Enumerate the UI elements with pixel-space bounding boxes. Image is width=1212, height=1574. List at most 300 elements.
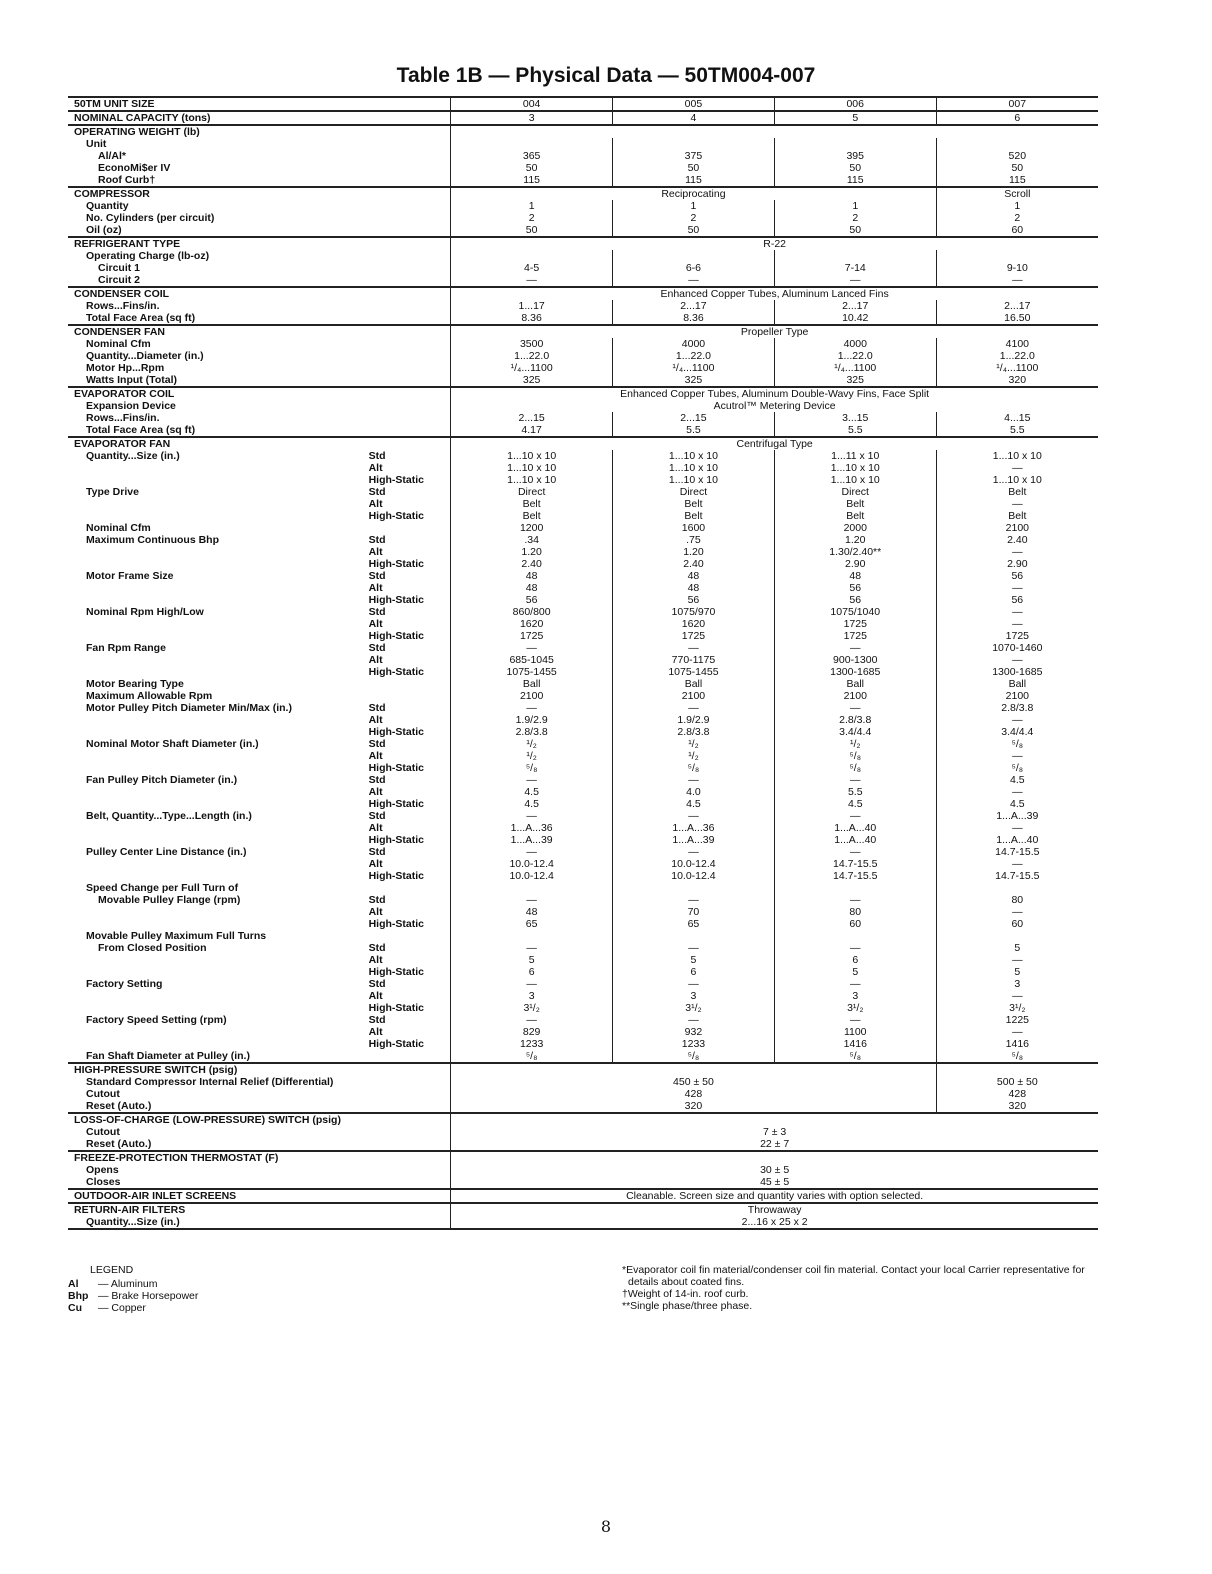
value-cell: — 80 60 [774, 882, 936, 930]
value-cell: — 5 6 [613, 930, 775, 978]
legend [68, 1264, 198, 1314]
value-cell: — 10.0-12.4 10.0-12.4 [451, 846, 613, 882]
table-row [68, 702, 1098, 738]
table-row [68, 374, 1098, 387]
value-cell: — 1100 1416 [774, 1014, 936, 1050]
value-cell: — 10.0-12.4 10.0-12.4 [613, 846, 775, 882]
table-row [68, 678, 1098, 690]
value-cell [936, 1063, 1098, 1076]
value-cell: ¹/₄...1100 [936, 362, 1098, 374]
value-cell: 50 [613, 224, 775, 237]
value-cell: 428 [936, 1088, 1098, 1100]
row-sublabels [369, 690, 451, 702]
value-cell: ¹/₄...1100 [774, 362, 936, 374]
row-sublabels: Std Alt High-Static [368, 1014, 424, 1050]
table-row [68, 300, 1098, 312]
row-sublabels: Std Alt High-Static [368, 534, 424, 570]
row-label: Belt, Quantity...Type...Length (in.) [86, 810, 252, 822]
spanned-value: 22 ± 7 [451, 1138, 1098, 1151]
value-cell: ⁵/₈ [936, 1050, 1098, 1063]
row-label: Type Drive [86, 486, 139, 498]
value-cell: .34 1.20 2.40 [451, 534, 613, 570]
table-row [68, 606, 1098, 642]
value-cell: 7-14 [774, 262, 936, 274]
spanned-value: Throwaway [451, 1203, 1098, 1216]
row-label: Closes [86, 1176, 121, 1188]
value-cell: 1...22.0 [774, 350, 936, 362]
row-label: FREEZE-PROTECTION THERMOSTAT (F) [68, 1151, 451, 1164]
row-sublabels: Std Alt High-Static [368, 774, 424, 810]
table-row [68, 1076, 1098, 1088]
row-label: Circuit 1 [98, 262, 141, 274]
row-label: Rows...Fins/in. [86, 412, 160, 424]
table-row [68, 150, 1098, 162]
table-row [68, 1126, 1098, 1138]
value-cell: 4.17 [451, 424, 613, 437]
value-cell: — 4.0 4.5 [613, 774, 775, 810]
value-cell: 500 ± 50 [936, 1076, 1098, 1088]
spanned-value: Propeller Type [451, 325, 1098, 338]
table-row [68, 1189, 1098, 1203]
legend-item: Bhp — Brake Horsepower [68, 1290, 199, 1302]
value-cell: 3...15 [774, 412, 936, 424]
value-cell: 5.5 [613, 424, 775, 437]
value-cell: 428 [451, 1088, 936, 1100]
table-row [68, 400, 1098, 412]
value-cell: 2000 [774, 522, 936, 534]
value-cell [613, 250, 775, 262]
row-sublabels [369, 678, 451, 690]
row-label: Rows...Fins/in. [86, 300, 160, 312]
table-row [68, 522, 1098, 534]
value-cell: — 900-1300 1300-1685 [774, 642, 936, 678]
spanned-value: R-22 [451, 237, 1098, 250]
value-cell: — 5.5 4.5 [774, 774, 936, 810]
value-cell: — 685-1045 1075-1455 [451, 642, 613, 678]
compressor-type: Reciprocating [451, 187, 936, 200]
value-cell: 860/800 1620 1725 [451, 606, 613, 642]
row-label: Fan Rpm Range [86, 642, 166, 654]
value-cell: 1...A...39 — 1...A...40 [936, 810, 1098, 846]
value-cell: 1...22.0 [613, 350, 775, 362]
page-number: 8 [600, 1517, 612, 1536]
row-sublabels: Std Alt High-Static [368, 642, 424, 678]
row-label: Factory Speed Setting (rpm) [86, 1014, 227, 1026]
table-row [68, 1113, 1098, 1126]
page-title: Table 1B — Physical Data — 50TM004-007 [396, 64, 816, 87]
table-row [68, 882, 1098, 930]
table-row [68, 200, 1098, 212]
table-row [68, 570, 1098, 606]
value-cell: 2100 [613, 690, 775, 702]
value-cell: ¹/₄...1100 [451, 362, 613, 374]
row-label: Nominal Motor Shaft Diameter (in.) [86, 738, 259, 750]
compressor-type: Scroll [936, 187, 1098, 200]
value-cell: — 4.5 4.5 [451, 774, 613, 810]
legend-item: Al — Aluminum [68, 1278, 158, 1290]
value-cell: ⁵/₈ [774, 1050, 936, 1063]
row-label: Unit [86, 138, 107, 150]
row-label: Pulley Center Line Distance (in.) [86, 846, 247, 858]
value-cell: 115 [774, 174, 936, 187]
value-cell: Direct Belt Belt [613, 486, 775, 522]
value-cell [613, 138, 775, 150]
table-row [68, 287, 1098, 300]
spanned-value [451, 125, 1098, 138]
table-row [68, 237, 1098, 250]
spanned-value: 45 ± 5 [451, 1176, 1098, 1189]
value-cell: 1...22.0 [451, 350, 613, 362]
legend-item: Cu — Copper [68, 1302, 146, 1314]
spanned-value: Cleanable. Screen size and quantity varies with option selected. [451, 1189, 1098, 1203]
row-sublabels: Std Alt High-Static [368, 486, 424, 522]
table-row [68, 350, 1098, 362]
value-cell: 48 48 56 [613, 570, 775, 606]
row-label: Nominal Rpm High/Low [86, 606, 204, 618]
value-cell: — 70 65 [613, 882, 775, 930]
table-row [68, 690, 1098, 702]
value-cell: ⁵/₈ — ⁵/₈ [936, 738, 1098, 774]
row-label: Cutout [86, 1126, 120, 1138]
value-cell [936, 138, 1098, 150]
value-cell: 1225 — 1416 [936, 1014, 1098, 1050]
value-cell: ¹/₄...1100 [613, 362, 775, 374]
row-label: Quantity...Size (in.) [68, 1216, 451, 1229]
value-cell: 325 [774, 374, 936, 387]
value-cell: 2...17 [936, 300, 1098, 312]
row-label: Speed Change per Full Turn of Movable Pulley Flange (rpm) [86, 882, 241, 906]
value-cell: 80 — 60 [936, 882, 1098, 930]
row-label: Reset (Auto.) [86, 1138, 152, 1150]
value-cell: .75 1.20 2.40 [613, 534, 775, 570]
value-cell: — 3 3¹/₂ [613, 978, 775, 1014]
value-cell: 2 [774, 212, 936, 224]
value-cell: — 3 3¹/₂ [774, 978, 936, 1014]
table-row [68, 224, 1098, 237]
value-cell: 9-10 [936, 262, 1098, 274]
value-cell [451, 138, 613, 150]
row-label: OPERATING WEIGHT (lb) [68, 125, 451, 138]
row-label: 50TM UNIT SIZE [68, 97, 451, 111]
row-label: EVAPORATOR COIL [68, 387, 451, 400]
table-row [68, 1014, 1098, 1050]
value-cell: 2 [936, 212, 1098, 224]
spanned-value: 30 ± 5 [451, 1164, 1098, 1176]
value-cell: — [774, 274, 936, 287]
row-label: Movable Pulley Maximum Full Turns From Closed Position [86, 930, 267, 954]
spanned-value [451, 1113, 1098, 1126]
table-row [68, 1063, 1098, 1076]
value-cell: 4.5 — 4.5 [936, 774, 1098, 810]
value-cell: 4100 [936, 338, 1098, 350]
spanned-value: Enhanced Copper Tubes, Aluminum Lanced Fins [451, 287, 1098, 300]
table-row [68, 187, 1098, 200]
spanned-value [451, 1151, 1098, 1164]
value-cell [451, 250, 613, 262]
value-cell: 2100 [774, 690, 936, 702]
value-cell: 4...15 [936, 412, 1098, 424]
row-label: RETURN-AIR FILTERS [68, 1203, 451, 1216]
value-cell: 16.50 [936, 312, 1098, 325]
value-cell: Direct Belt Belt [451, 486, 613, 522]
value-cell: 4000 [613, 338, 775, 350]
table-row [68, 312, 1098, 325]
spanned-value: 7 ± 3 [451, 1126, 1098, 1138]
table-row [68, 978, 1098, 1014]
table-row [68, 642, 1098, 678]
value-cell: — [936, 274, 1098, 287]
value-cell: — 1...A...36 1...A...39 [451, 810, 613, 846]
value-cell: 4-5 [451, 262, 613, 274]
row-label: Watts Input (Total) [86, 374, 177, 386]
row-label: Total Face Area (sq ft) [86, 424, 196, 436]
value-cell: Belt — Belt [936, 486, 1098, 522]
value-cell: 50 [774, 224, 936, 237]
footnote: *Evaporator coil fin material/condenser coil fin material. Contact your local Carrier representative for details about coated fins. [622, 1264, 1085, 1288]
table-row [68, 97, 1098, 111]
row-label: Fan Shaft Diameter at Pulley (in.) [86, 1050, 250, 1062]
value-cell: — 1.9/2.9 2.8/3.8 [451, 702, 613, 738]
value-cell: — 770-1175 1075-1455 [613, 642, 775, 678]
row-label: Standard Compressor Internal Relief (Differential) [86, 1076, 334, 1088]
value-cell: 6 [936, 111, 1098, 125]
value-cell: Ball [774, 678, 936, 690]
row-label: Motor Bearing Type [86, 678, 184, 690]
table-row [68, 174, 1098, 187]
value-cell: 375 [613, 150, 775, 162]
table-row [68, 325, 1098, 338]
value-cell: 005 [613, 97, 775, 111]
row-label: Factory Setting [86, 978, 163, 990]
value-cell: 2 [613, 212, 775, 224]
row-label: Nominal Cfm [86, 338, 151, 350]
table-row [68, 212, 1098, 224]
value-cell: — 3 3¹/₂ [451, 978, 613, 1014]
row-label: Quantity [86, 200, 129, 212]
value-cell: 1200 [451, 522, 613, 534]
value-cell: — 6 5 [774, 930, 936, 978]
spanned-value: 2...16 x 25 x 2 [451, 1216, 1098, 1229]
row-label: Quantity...Size (in.) [86, 450, 180, 462]
value-cell: 1...10 x 10 1...10 x 10 1...10 x 10 [613, 450, 775, 486]
footnotes [622, 1264, 1102, 1312]
row-label: Nominal Cfm [86, 522, 151, 534]
row-sublabels: Std Alt High-Static [368, 450, 424, 486]
value-cell: 520 [936, 150, 1098, 162]
row-label: Roof Curb† [98, 174, 156, 186]
value-cell: — 1.9/2.9 2.8/3.8 [613, 702, 775, 738]
footnote: †Weight of 14-in. roof curb. [622, 1288, 749, 1300]
row-label: LOSS-OF-CHARGE (LOW-PRESSURE) SWITCH (psig) [68, 1113, 451, 1126]
value-cell: ¹/₂ ¹/₂ ⁵/₈ [613, 738, 775, 774]
row-sublabels: Std Alt High-Static [368, 894, 424, 930]
table-row [68, 412, 1098, 424]
row-label: Maximum Allowable Rpm [86, 690, 213, 702]
table-row [68, 1088, 1098, 1100]
value-cell: 320 [451, 1100, 936, 1113]
value-cell: 006 [774, 97, 936, 111]
row-sublabels [369, 522, 451, 534]
table-row [68, 846, 1098, 882]
table-row [68, 1138, 1098, 1151]
row-label: Motor Hp...Rpm [86, 362, 165, 374]
value-cell: ¹/₂ ¹/₂ ⁵/₈ [451, 738, 613, 774]
value-cell: 1075/1040 1725 1725 [774, 606, 936, 642]
value-cell: 50 [774, 162, 936, 174]
row-label: EconoMi$er IV [98, 162, 171, 174]
value-cell: 5.5 [936, 424, 1098, 437]
row-label: COMPRESSOR [68, 187, 451, 200]
value-cell: — 48 65 [451, 882, 613, 930]
value-cell: 320 [936, 374, 1098, 387]
value-cell: 6-6 [613, 262, 775, 274]
value-cell: 50 [936, 162, 1098, 174]
row-sublabels: Std Alt High-Static [368, 738, 424, 774]
row-label: Cutout [86, 1088, 120, 1100]
value-cell: 4 [613, 111, 775, 125]
table-row [68, 810, 1098, 846]
value-cell: 1...11 x 10 1...10 x 10 1...10 x 10 [774, 450, 936, 486]
value-cell: Ball [451, 678, 613, 690]
value-cell: ¹/₂ ⁵/₈ ⁵/₈ [774, 738, 936, 774]
value-cell: — 5 6 [451, 930, 613, 978]
value-cell: 8.36 [613, 312, 775, 325]
table-row [68, 387, 1098, 400]
value-cell: 48 56 56 [774, 570, 936, 606]
value-cell: 56 — 56 [936, 570, 1098, 606]
value-cell: 1 [936, 200, 1098, 212]
table-row [68, 450, 1098, 486]
row-label: Opens [86, 1164, 119, 1176]
value-cell: 60 [936, 224, 1098, 237]
value-cell: 1 [774, 200, 936, 212]
value-cell: 2...17 [774, 300, 936, 312]
value-cell: 2100 [936, 690, 1098, 702]
value-cell: 2100 [936, 522, 1098, 534]
row-label: Operating Charge (lb-oz) [86, 250, 210, 262]
row-label: REFRIGERANT TYPE [68, 237, 451, 250]
value-cell: 115 [936, 174, 1098, 187]
physical-data-table [68, 96, 1098, 1230]
table-row [68, 1216, 1098, 1229]
value-cell: 1...17 [451, 300, 613, 312]
value-cell: 320 [936, 1100, 1098, 1113]
value-cell: 007 [936, 97, 1098, 111]
value-cell: 325 [613, 374, 775, 387]
footnote: **Single phase/three phase. [622, 1300, 753, 1312]
value-cell: 450 ± 50 [451, 1076, 936, 1088]
value-cell: 3 — 3¹/₂ [936, 978, 1098, 1014]
value-cell: 1...22.0 [936, 350, 1098, 362]
value-cell: 4000 [774, 338, 936, 350]
row-sublabels: Std Alt High-Static [368, 702, 424, 738]
row-label: Motor Pulley Pitch Diameter Min/Max (in.) [86, 702, 292, 714]
value-cell: — 829 1233 [451, 1014, 613, 1050]
value-cell: — [613, 274, 775, 287]
value-cell: 2 [451, 212, 613, 224]
value-cell: 2100 [451, 690, 613, 702]
value-cell: ⁵/₈ [451, 1050, 613, 1063]
value-cell: 3 [451, 111, 613, 125]
value-cell: 1...10 x 10 — 1...10 x 10 [936, 450, 1098, 486]
value-cell: 1...10 x 10 1...10 x 10 1...10 x 10 [451, 450, 613, 486]
value-cell: 115 [613, 174, 775, 187]
row-sublabels: Std Alt High-Static [368, 570, 424, 606]
row-label: Expansion Device [86, 400, 176, 412]
value-cell: — 1...A...40 1...A...40 [774, 810, 936, 846]
value-cell: 5 [774, 111, 936, 125]
table-row [68, 138, 1098, 150]
table-row [68, 1100, 1098, 1113]
value-cell: 115 [451, 174, 613, 187]
table-row [68, 774, 1098, 810]
row-sublabels: Std Alt High-Static [368, 942, 424, 978]
value-cell: — 932 1233 [613, 1014, 775, 1050]
table-row [68, 262, 1098, 274]
value-cell: 1075/970 1620 1725 [613, 606, 775, 642]
value-cell: 8.36 [451, 312, 613, 325]
row-label: Oil (oz) [86, 224, 122, 236]
value-cell: 2.40 — 2.90 [936, 534, 1098, 570]
table-row [68, 125, 1098, 138]
row-label: Al/Al* [98, 150, 127, 162]
table-row [68, 338, 1098, 350]
value-cell: Ball [936, 678, 1098, 690]
table-row [68, 738, 1098, 774]
row-label: No. Cylinders (per circuit) [86, 212, 215, 224]
value-cell: — — 1725 [936, 606, 1098, 642]
value-cell [774, 138, 936, 150]
value-cell: 2...17 [613, 300, 775, 312]
value-cell: 2.8/3.8 — 3.4/4.4 [936, 702, 1098, 738]
value-cell: 395 [774, 150, 936, 162]
table-row [68, 486, 1098, 522]
value-cell: — 14.7-15.5 14.7-15.5 [774, 846, 936, 882]
row-label: CONDENSER FAN [68, 325, 451, 338]
value-cell: 5 — 5 [936, 930, 1098, 978]
row-sublabels: Std Alt High-Static [368, 810, 424, 846]
row-label: Quantity...Diameter (in.) [86, 350, 204, 362]
value-cell: 3500 [451, 338, 613, 350]
value-cell: 1.20 1.30/2.40** 2.90 [774, 534, 936, 570]
spanned-value [451, 1063, 936, 1076]
table-row [68, 1176, 1098, 1189]
table-row [68, 1050, 1098, 1063]
row-label: Fan Pulley Pitch Diameter (in.) [86, 774, 238, 786]
row-label: OUTDOOR-AIR INLET SCREENS [68, 1189, 451, 1203]
value-cell: ⁵/₈ [613, 1050, 775, 1063]
spanned-value: Acutrol™ Metering Device [451, 400, 1098, 412]
value-cell: 50 [451, 224, 613, 237]
table-row [68, 424, 1098, 437]
row-label: Maximum Continuous Bhp [86, 534, 219, 546]
value-cell: 10.42 [774, 312, 936, 325]
value-cell: 14.7-15.5 — 14.7-15.5 [936, 846, 1098, 882]
value-cell: Direct Belt Belt [774, 486, 936, 522]
value-cell: 5.5 [774, 424, 936, 437]
row-label: Circuit 2 [98, 274, 141, 286]
value-cell: 2...15 [451, 412, 613, 424]
value-cell: 004 [451, 97, 613, 111]
value-cell: Ball [613, 678, 775, 690]
value-cell: — 2.8/3.8 3.4/4.4 [774, 702, 936, 738]
row-label: EVAPORATOR FAN [68, 437, 451, 450]
spanned-value: Enhanced Copper Tubes, Aluminum Double-Wavy Fins, Face Split [451, 387, 1098, 400]
table-row [68, 1151, 1098, 1164]
row-sublabels: Std Alt High-Static [368, 606, 424, 642]
value-cell: 50 [613, 162, 775, 174]
value-cell: 325 [451, 374, 613, 387]
